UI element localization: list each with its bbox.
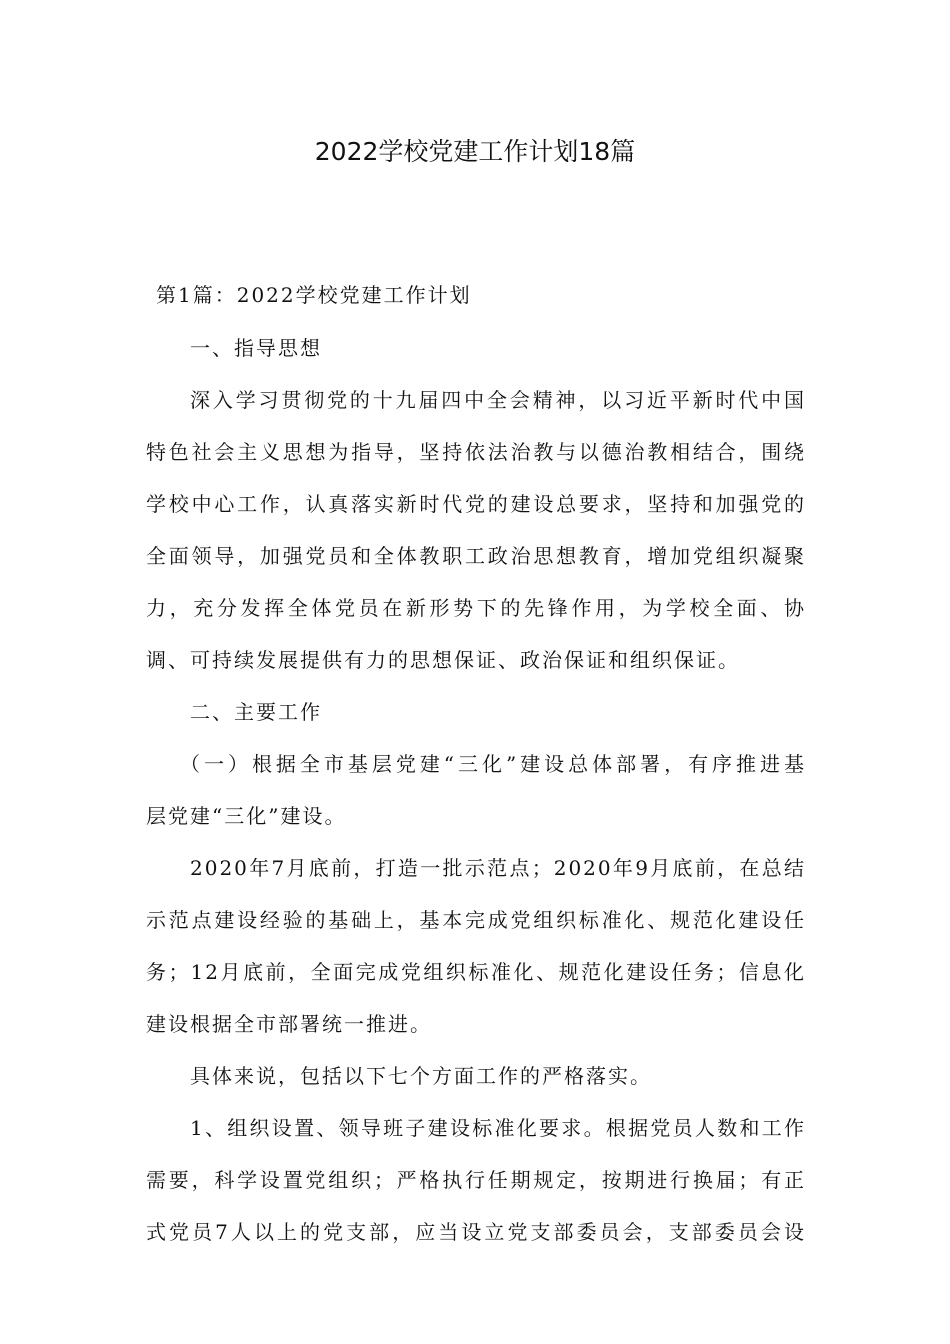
paragraph-line: 1、组织设置、领导班子建设标准化要求。根据党员人数和工作 [190, 1116, 806, 1140]
paragraph-line: 2020年7月底前，打造一批示范点；2020年9月底前，在总结 [190, 856, 806, 880]
section-heading: 二、主要工作 [190, 700, 322, 724]
section-heading: 一、指导思想 [190, 336, 322, 360]
paragraph-line: 需要，科学设置党组织；严格执行任期规定，按期进行换届；有正 [146, 1168, 806, 1192]
paragraph-line: 全面领导，加强党员和全体教职工政治思想教育，增加党组织凝聚 [146, 544, 806, 568]
chapter-heading: 第1篇：2022学校党建工作计划 [156, 283, 472, 307]
paragraph-line: 建设根据全市部署统一推进。 [146, 1012, 432, 1036]
paragraph-line: 深入学习贯彻党的十九届四中全会精神，以习近平新时代中国 [190, 388, 806, 412]
paragraph-line: 调、可持续发展提供有力的思想保证、政治保证和组织保证。 [146, 648, 740, 672]
paragraph-line: 力，充分发挥全体党员在新形势下的先锋作用，为学校全面、协 [146, 596, 806, 620]
paragraph-line: （一）根据全市基层党建“三化”建设总体部署，有序推进基 [180, 752, 806, 776]
document-title: 2022学校党建工作计划18篇 [314, 137, 636, 166]
paragraph-line: 式党员7人以上的党支部，应当设立党支部委员会，支部委员会设 [146, 1220, 806, 1244]
paragraph-line: 特色社会主义思想为指导，坚持依法治教与以德治教相结合，围绕 [146, 440, 806, 464]
paragraph-line: 层党建“三化”建设。 [146, 804, 347, 828]
paragraph-line: 务；12月底前，全面完成党组织标准化、规范化建设任务；信息化 [146, 960, 806, 984]
paragraph-line: 示范点建设经验的基础上，基本完成党组织标准化、规范化建设任 [146, 908, 806, 932]
paragraph-line: 学校中心工作，认真落实新时代党的建设总要求，坚持和加强党的 [146, 492, 806, 516]
paragraph-line: 具体来说，包括以下七个方面工作的严格落实。 [190, 1064, 652, 1088]
